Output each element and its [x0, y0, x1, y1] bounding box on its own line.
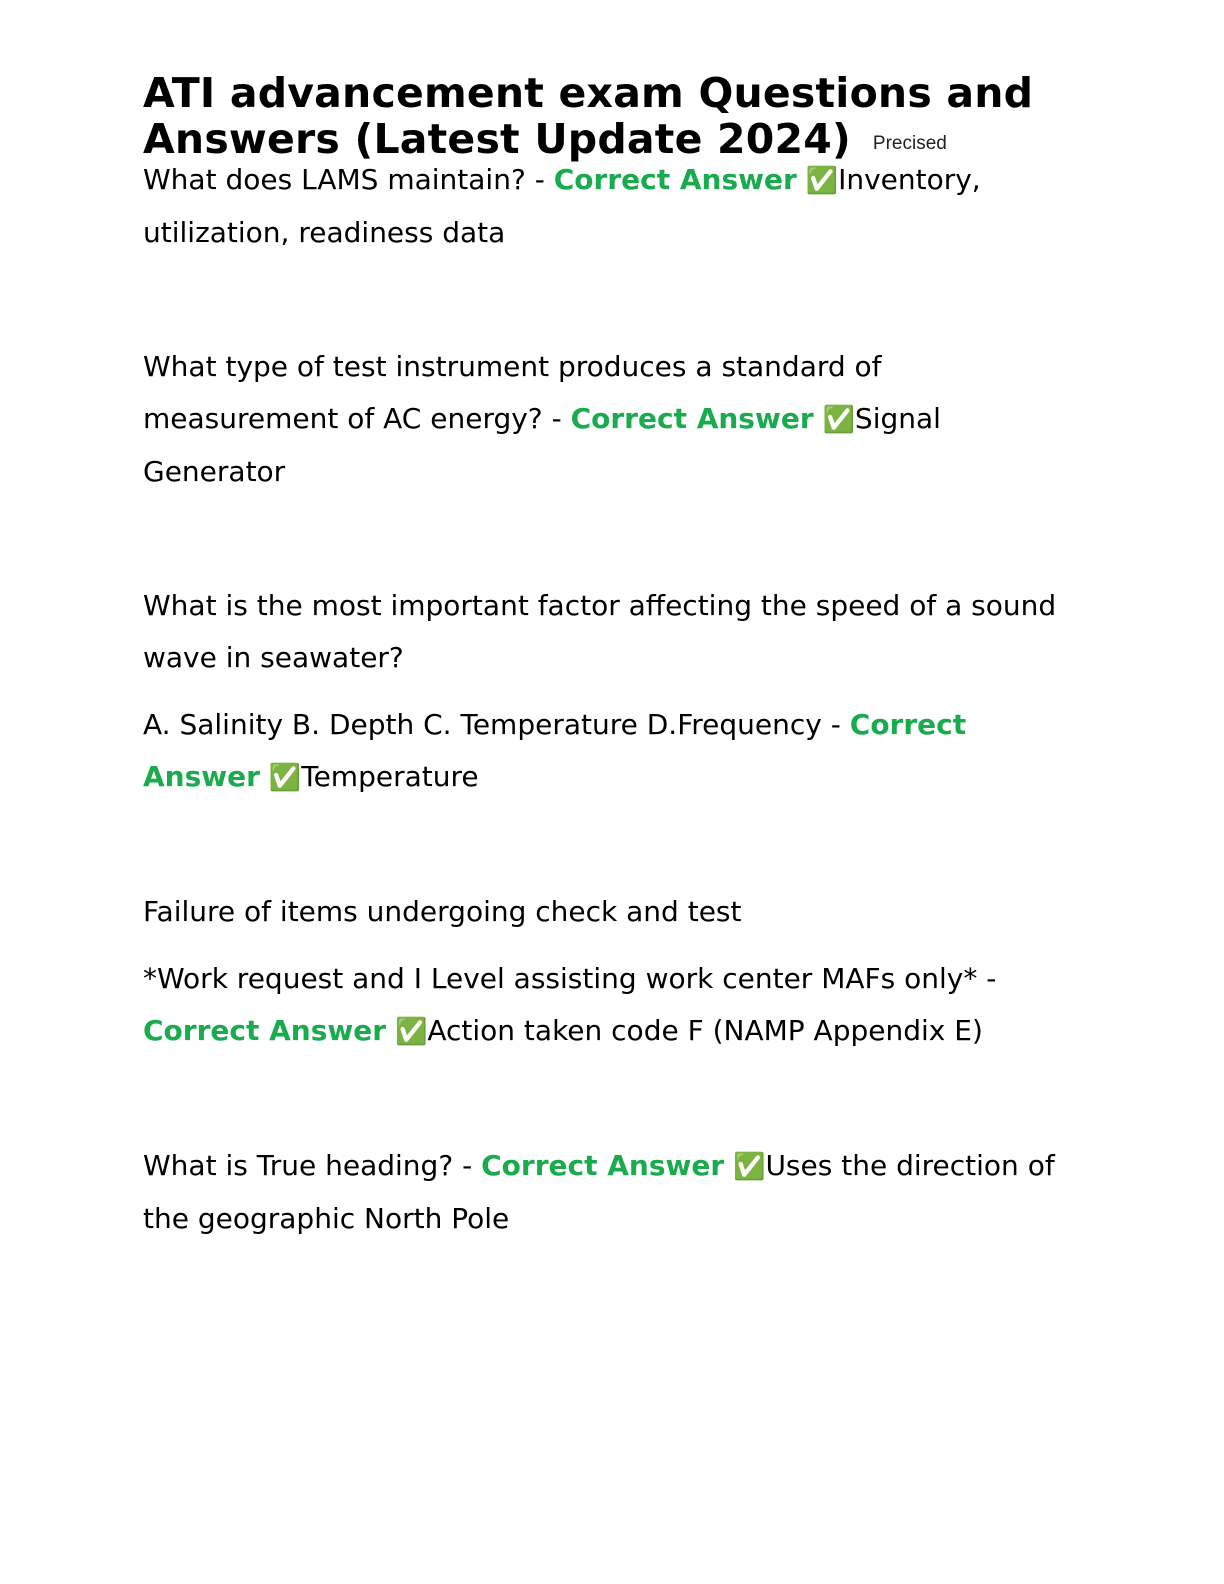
qa-item [143, 886, 1083, 1058]
correct-answer-label: Correct Answer [143, 1014, 387, 1047]
question-text: *Work request and I Level assisting work center MAFs only* [143, 962, 978, 995]
answer-text: Inventory, utilization, readiness data [143, 163, 981, 249]
qa-question-answer [143, 154, 1083, 259]
checkmark-icon: ✅ [733, 1152, 766, 1182]
checkmark-icon: ✅ [822, 405, 855, 435]
correct-answer-label: Correct Answer [553, 163, 797, 196]
correct-answer-label: Correct Answer [570, 402, 814, 435]
qa-item [143, 341, 1083, 498]
answer-text: Action taken code F (NAMP Appendix E) [427, 1014, 983, 1047]
qa-question-answer [143, 953, 1083, 1058]
separator: - [977, 962, 997, 995]
answer-text: Signal Generator [143, 402, 941, 488]
question-intro: Failure of items undergoing check and test [143, 895, 742, 928]
separator: - [821, 708, 850, 741]
qa-item [143, 580, 1083, 804]
qa-item [143, 1140, 1083, 1245]
question-text: A. Salinity B. Depth C. Temperature D.Frequency [143, 708, 822, 741]
question-intro: What is the most important factor affecting the speed of a sound wave in seawater? [143, 589, 1057, 674]
correct-answer-label: Correct Answer [481, 1149, 725, 1182]
watermark-label: Precised [872, 133, 947, 154]
checkmark-icon: ✅ [394, 1017, 428, 1047]
checkmark-icon: ✅ [268, 763, 302, 793]
qa-question-answer [143, 341, 1083, 498]
answer-text: Temperature [301, 760, 479, 793]
separator: - [453, 1149, 482, 1182]
qa-item [143, 154, 1083, 259]
separator: - [525, 163, 554, 196]
document-title [143, 70, 1103, 167]
correct-answer-label: Correct Answer [143, 708, 967, 793]
qa-question-answer [143, 699, 1083, 804]
question-text: What is True heading? [143, 1149, 454, 1182]
question-text: What type of test instrument produces a standard of measurement of AC energy? [143, 350, 882, 435]
separator: - [542, 402, 571, 435]
question-text: What does LAMS maintain? [143, 163, 526, 196]
checkmark-icon: ✅ [805, 166, 839, 196]
document-title-text: ATI advancement exam Questions and Answers (Latest Update 2024) [143, 69, 1034, 163]
answer-text: Uses the direction of the geographic North Pole [143, 1149, 1055, 1235]
qa-question-answer [143, 1140, 1083, 1245]
